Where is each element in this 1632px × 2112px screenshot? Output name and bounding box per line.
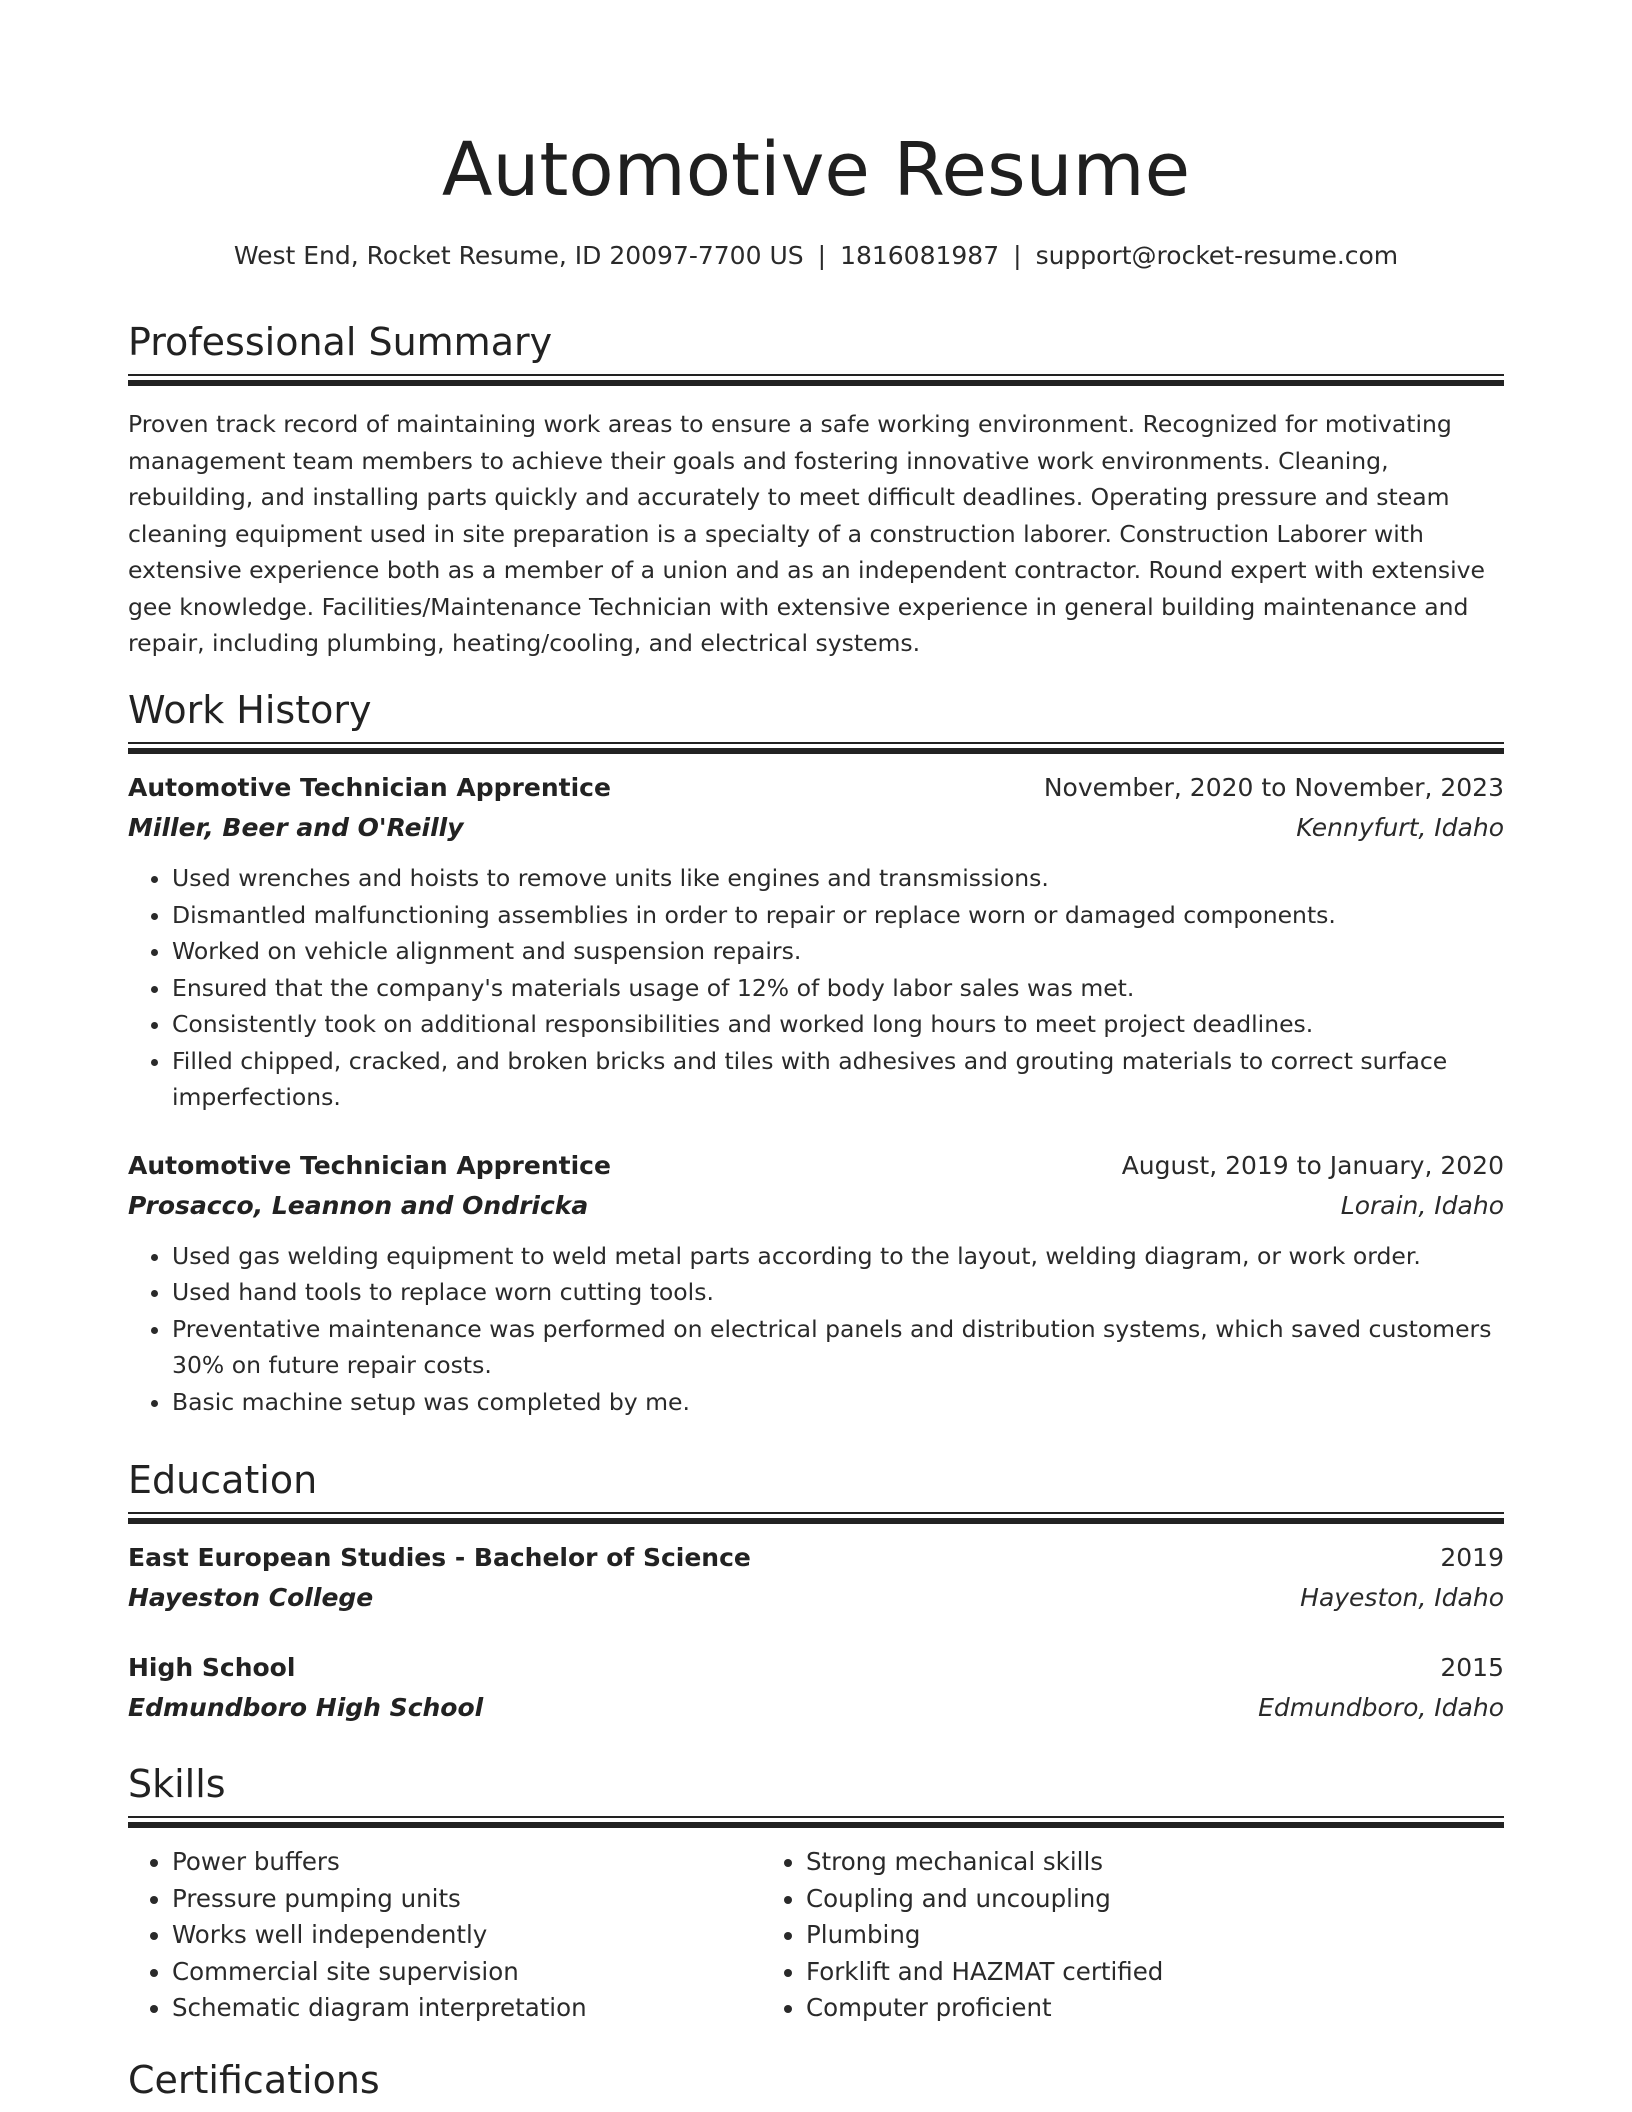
section-title-certifications: Certifications (128, 2058, 380, 2102)
education-location: Edmundboro, Idaho (1258, 1693, 1504, 1722)
list-item: • Commercial site supervision (172, 1954, 762, 1991)
section-divider (128, 1512, 1504, 1522)
job-entry (128, 1146, 1504, 1421)
list-item: • Consistently took on additional responsibilities and worked long hours to meet project deadlines. (172, 1006, 1504, 1043)
education-entry (128, 1648, 1504, 1728)
list-item: • Forklift and HAZMAT certified (806, 1954, 1504, 1991)
section-divider (128, 374, 1504, 384)
list-item: • Basic machine setup was completed by me. (172, 1384, 1504, 1421)
education-entry (128, 1538, 1504, 1618)
skills-columns (128, 1844, 1504, 2027)
section-title-education: Education (128, 1458, 318, 1502)
resume-title: Automotive Resume (441, 127, 1191, 213)
contact-separator: | (1013, 241, 1022, 270)
skills-section (128, 1760, 1504, 2027)
section-title-summary: Professional Summary (128, 320, 553, 364)
education-year: 2015 (1440, 1653, 1504, 1682)
job-dates: November, 2020 to November, 2023 (1043, 773, 1504, 802)
job-location: Kennyfurt, Idaho (1296, 813, 1504, 842)
section-divider (128, 1816, 1504, 1826)
skills-list-right (762, 1844, 1504, 2027)
list-item: • Used wrenches and hoists to remove units like engines and transmissions. (172, 860, 1504, 897)
education-degree: East European Studies - Bachelor of Science (128, 1543, 751, 1572)
job-entry (128, 768, 1504, 1116)
education-section (128, 1456, 1504, 1728)
list-item: • Used gas welding equipment to weld metal parts according to the layout, welding diagram, or work order. (172, 1238, 1504, 1275)
job-title: Automotive Technician Apprentice (128, 773, 611, 802)
contact-line (128, 240, 1504, 272)
list-item: • Ensured that the company's materials usage of 12% of body labor sales was met. (172, 970, 1504, 1007)
summary-section (128, 318, 1504, 662)
job-title: Automotive Technician Apprentice (128, 1150, 611, 1180)
list-item: • Worked on vehicle alignment and suspension repairs. (172, 933, 1504, 970)
list-item: • Works well independently (172, 1917, 762, 1954)
section-title-skills: Skills (128, 1762, 226, 1806)
list-item: • Strong mechanical skills (806, 1844, 1504, 1881)
job-company: Prosacco, Leannon and Ondricka (128, 1190, 589, 1220)
list-item: • Coupling and uncoupling (806, 1881, 1504, 1918)
education-location: Hayeston, Idaho (1300, 1583, 1504, 1612)
section-divider (128, 742, 1504, 752)
education-year: 2019 (1440, 1543, 1504, 1572)
job-dates: August, 2019 to January, 2020 (1121, 1150, 1504, 1180)
list-item: • Filled chipped, cracked, and broken bricks and tiles with adhesives and grouting materials to correct surface imperfections. (172, 1043, 1504, 1116)
certifications-section (128, 2056, 1504, 2104)
section-title-work-history: Work History (128, 688, 372, 732)
list-item: • Used hand tools to replace worn cutting tools. (172, 1274, 1504, 1311)
job-company: Miller, Beer and O'Reilly (128, 813, 464, 842)
contact-address: West End, Rocket Resume, ID 20097-7700 US (233, 241, 804, 270)
list-item: • Dismantled malfunctioning assemblies in order to repair or replace worn or damaged components. (172, 897, 1504, 934)
list-item: • Plumbing (806, 1917, 1504, 1954)
work-history-section (128, 686, 1504, 1420)
education-degree: High School (128, 1653, 296, 1682)
list-item: • Preventative maintenance was performed on electrical panels and distribution systems, which saved customers 30% on future repair costs. (172, 1311, 1504, 1384)
job-bullet-list (128, 1238, 1504, 1421)
education-school: Hayeston College (128, 1583, 374, 1612)
contact-separator: | (817, 241, 827, 270)
skills-list-left (128, 1844, 762, 2027)
list-item: • Pressure pumping units (172, 1881, 762, 1918)
list-item: • Computer proficient (806, 1990, 1504, 2027)
education-school: Edmundboro High School (128, 1693, 484, 1722)
job-location: Lorain, Idaho (1340, 1190, 1504, 1220)
contact-email: support@rocket-resume.com (1035, 241, 1399, 270)
job-bullet-list (128, 860, 1504, 1116)
contact-phone: 1816081987 (840, 241, 1000, 270)
list-item: • Schematic diagram interpretation (172, 1990, 762, 2027)
list-item: • Power buffers (172, 1844, 762, 1881)
summary-text: Proven track record of maintaining work areas to ensure a safe working environment. Recognized for motivating management team members to achieve their goals and fostering innovative work environments. Cleaning, rebuilding, and installing parts quickly and accurately to meet difficult deadlines. Operating pressure and steam cleaning equipment used in site preparation is a specialty of a construction laborer. Construction Laborer with extensive experience both as a member of a union and as an independent contractor. Round expert with extensive gee knowledge. Facilities/Maintenance Technician with extensive experience in general building maintenance and repair, including plumbing, heating/cooling, and electrical systems. (128, 410, 1485, 657)
